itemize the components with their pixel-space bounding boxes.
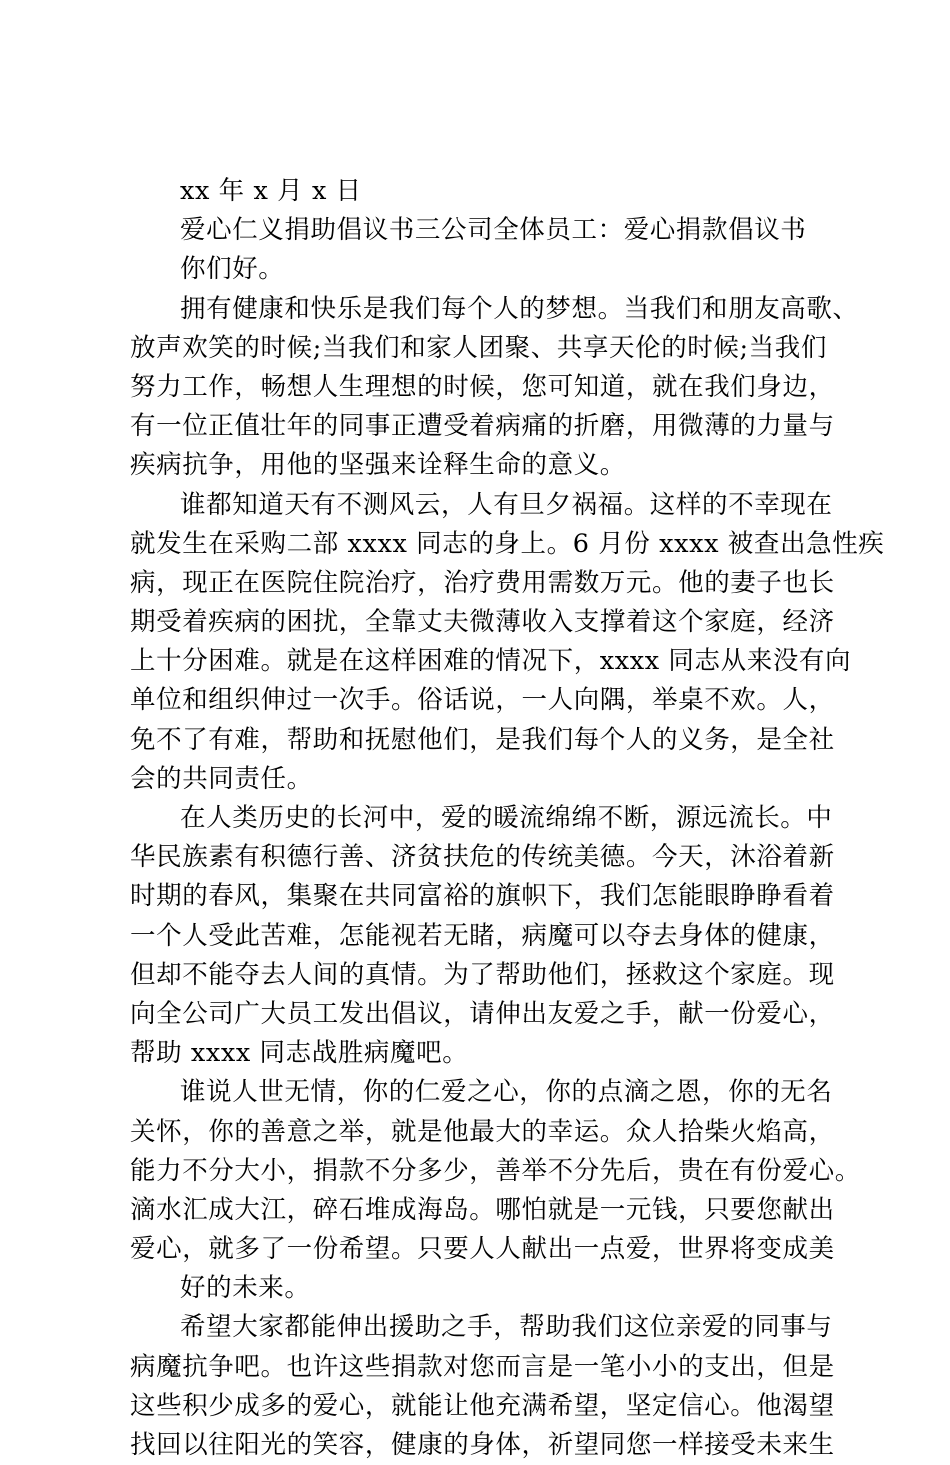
paragraph-line: 帮助 xxxx 同志战胜病魔吧。 [130, 1038, 469, 1069]
paragraph-line: 好的未来。 [180, 1273, 311, 1304]
paragraph-line: 期受着疾病的困扰，全靠丈夫微薄收入支撑着这个家庭，经济 [130, 607, 835, 638]
paragraph-line: 在人类历史的长河中，爱的暖流绵绵不断，源远流长。中 [180, 803, 833, 833]
paragraph-line: 病魔抗争吧。也许这些捐款对您而言是一笔小小的支出，但是 [130, 1351, 835, 1382]
paragraph-2 [130, 486, 885, 800]
date-line: xx 年 x 月 x 日 [180, 176, 362, 206]
paragraph-line: 免不了有难，帮助和抚慰他们，是我们每个人的义务，是全社 [130, 724, 835, 755]
paragraph-5 [130, 1269, 842, 1308]
paragraph-4 [130, 1073, 861, 1269]
paragraph-3 [130, 799, 842, 1073]
paragraph-line: 有一位正值壮年的同事正遭受着病痛的折磨，用微薄的力量与 [130, 411, 835, 442]
paragraph-line: 希望大家都能伸出援助之手，帮助我们这位亲爱的同事与 [180, 1312, 833, 1343]
paragraph-line: 一个人受此苦难，怎能视若无睹，病魔可以夺去身体的健康， [130, 920, 835, 951]
paragraph-line: 努力工作，畅想人生理想的时候，您可知道，就在我们身边， [130, 371, 835, 402]
paragraph-line: 单位和组织伸过一次手。俗话说，一人向隅，举桌不欢。人， [130, 685, 835, 716]
document-page [130, 172, 885, 1465]
paragraph-line: 上十分困难。就是在这样困难的情况下，xxxx 同志从来没有向 [130, 646, 852, 677]
paragraph-line: 疾病抗争，用他的坚强来诠释生命的意义。 [130, 450, 626, 481]
paragraph-line: 会的共同责任。 [130, 763, 313, 794]
paragraph-line: 谁说人世无情，你的仁爱之心，你的点滴之恩，你的无名 [180, 1077, 833, 1108]
paragraph-line: 放声欢笑的时候;当我们和家人团聚、共享天伦的时候;当我们 [130, 332, 827, 363]
paragraph-line: 就发生在采购二部 xxxx 同志的身上。6 月份 xxxx 被查出急性疾 [130, 528, 885, 559]
paragraph-line: 爱心，就多了一份希望。只要人人献出一点爱，世界将变成美 [130, 1234, 835, 1265]
greeting: 你们好。 [180, 254, 285, 285]
paragraph-line: 关怀，你的善意之举，就是他最大的幸运。众人拾柴火焰高， [130, 1116, 835, 1147]
paragraph-line: 但却不能夺去人间的真情。为了帮助他们，拯救这个家庭。现 [130, 959, 835, 990]
paragraph-line: 谁都知道天有不测风云，人有旦夕祸福。这样的不幸现在 [180, 489, 833, 520]
title-line: 爱心仁义捐助倡议书三公司全体员工：爱心捐款倡议书 [180, 215, 807, 246]
paragraph-line: 找回以往阳光的笑容，健康的身体，祈望同您一样接受未来生 [130, 1430, 835, 1460]
paragraph-6 [130, 1308, 842, 1465]
paragraph-1 [130, 290, 859, 486]
paragraph-line: 时期的春风，集聚在共同富裕的旗帜下，我们怎能眼睁睁看着 [130, 881, 835, 912]
paragraph-line: 能力不分大小，捐款不分多少，善举不分先后，贵在有份爱心。 [130, 1155, 861, 1186]
paragraph-line: 向全公司广大员工发出倡议，请伸出友爱之手，献一份爱心， [130, 998, 835, 1029]
paragraph-line: 滴水汇成大江，碎石堆成海岛。哪怕就是一元钱，只要您献出 [130, 1194, 835, 1225]
paragraph-line: 华民族素有积德行善、济贫扶危的传统美德。今天，沐浴着新 [130, 842, 835, 873]
paragraph-line: 这些积少成多的爱心，就能让他充满希望，坚定信心。他渴望 [130, 1390, 835, 1421]
paragraph-line: 病，现正在医院住院治疗，治疗费用需数万元。他的妻子也长 [130, 567, 835, 598]
paragraph-line: 拥有健康和快乐是我们每个人的梦想。当我们和朋友高歌、 [180, 293, 859, 324]
